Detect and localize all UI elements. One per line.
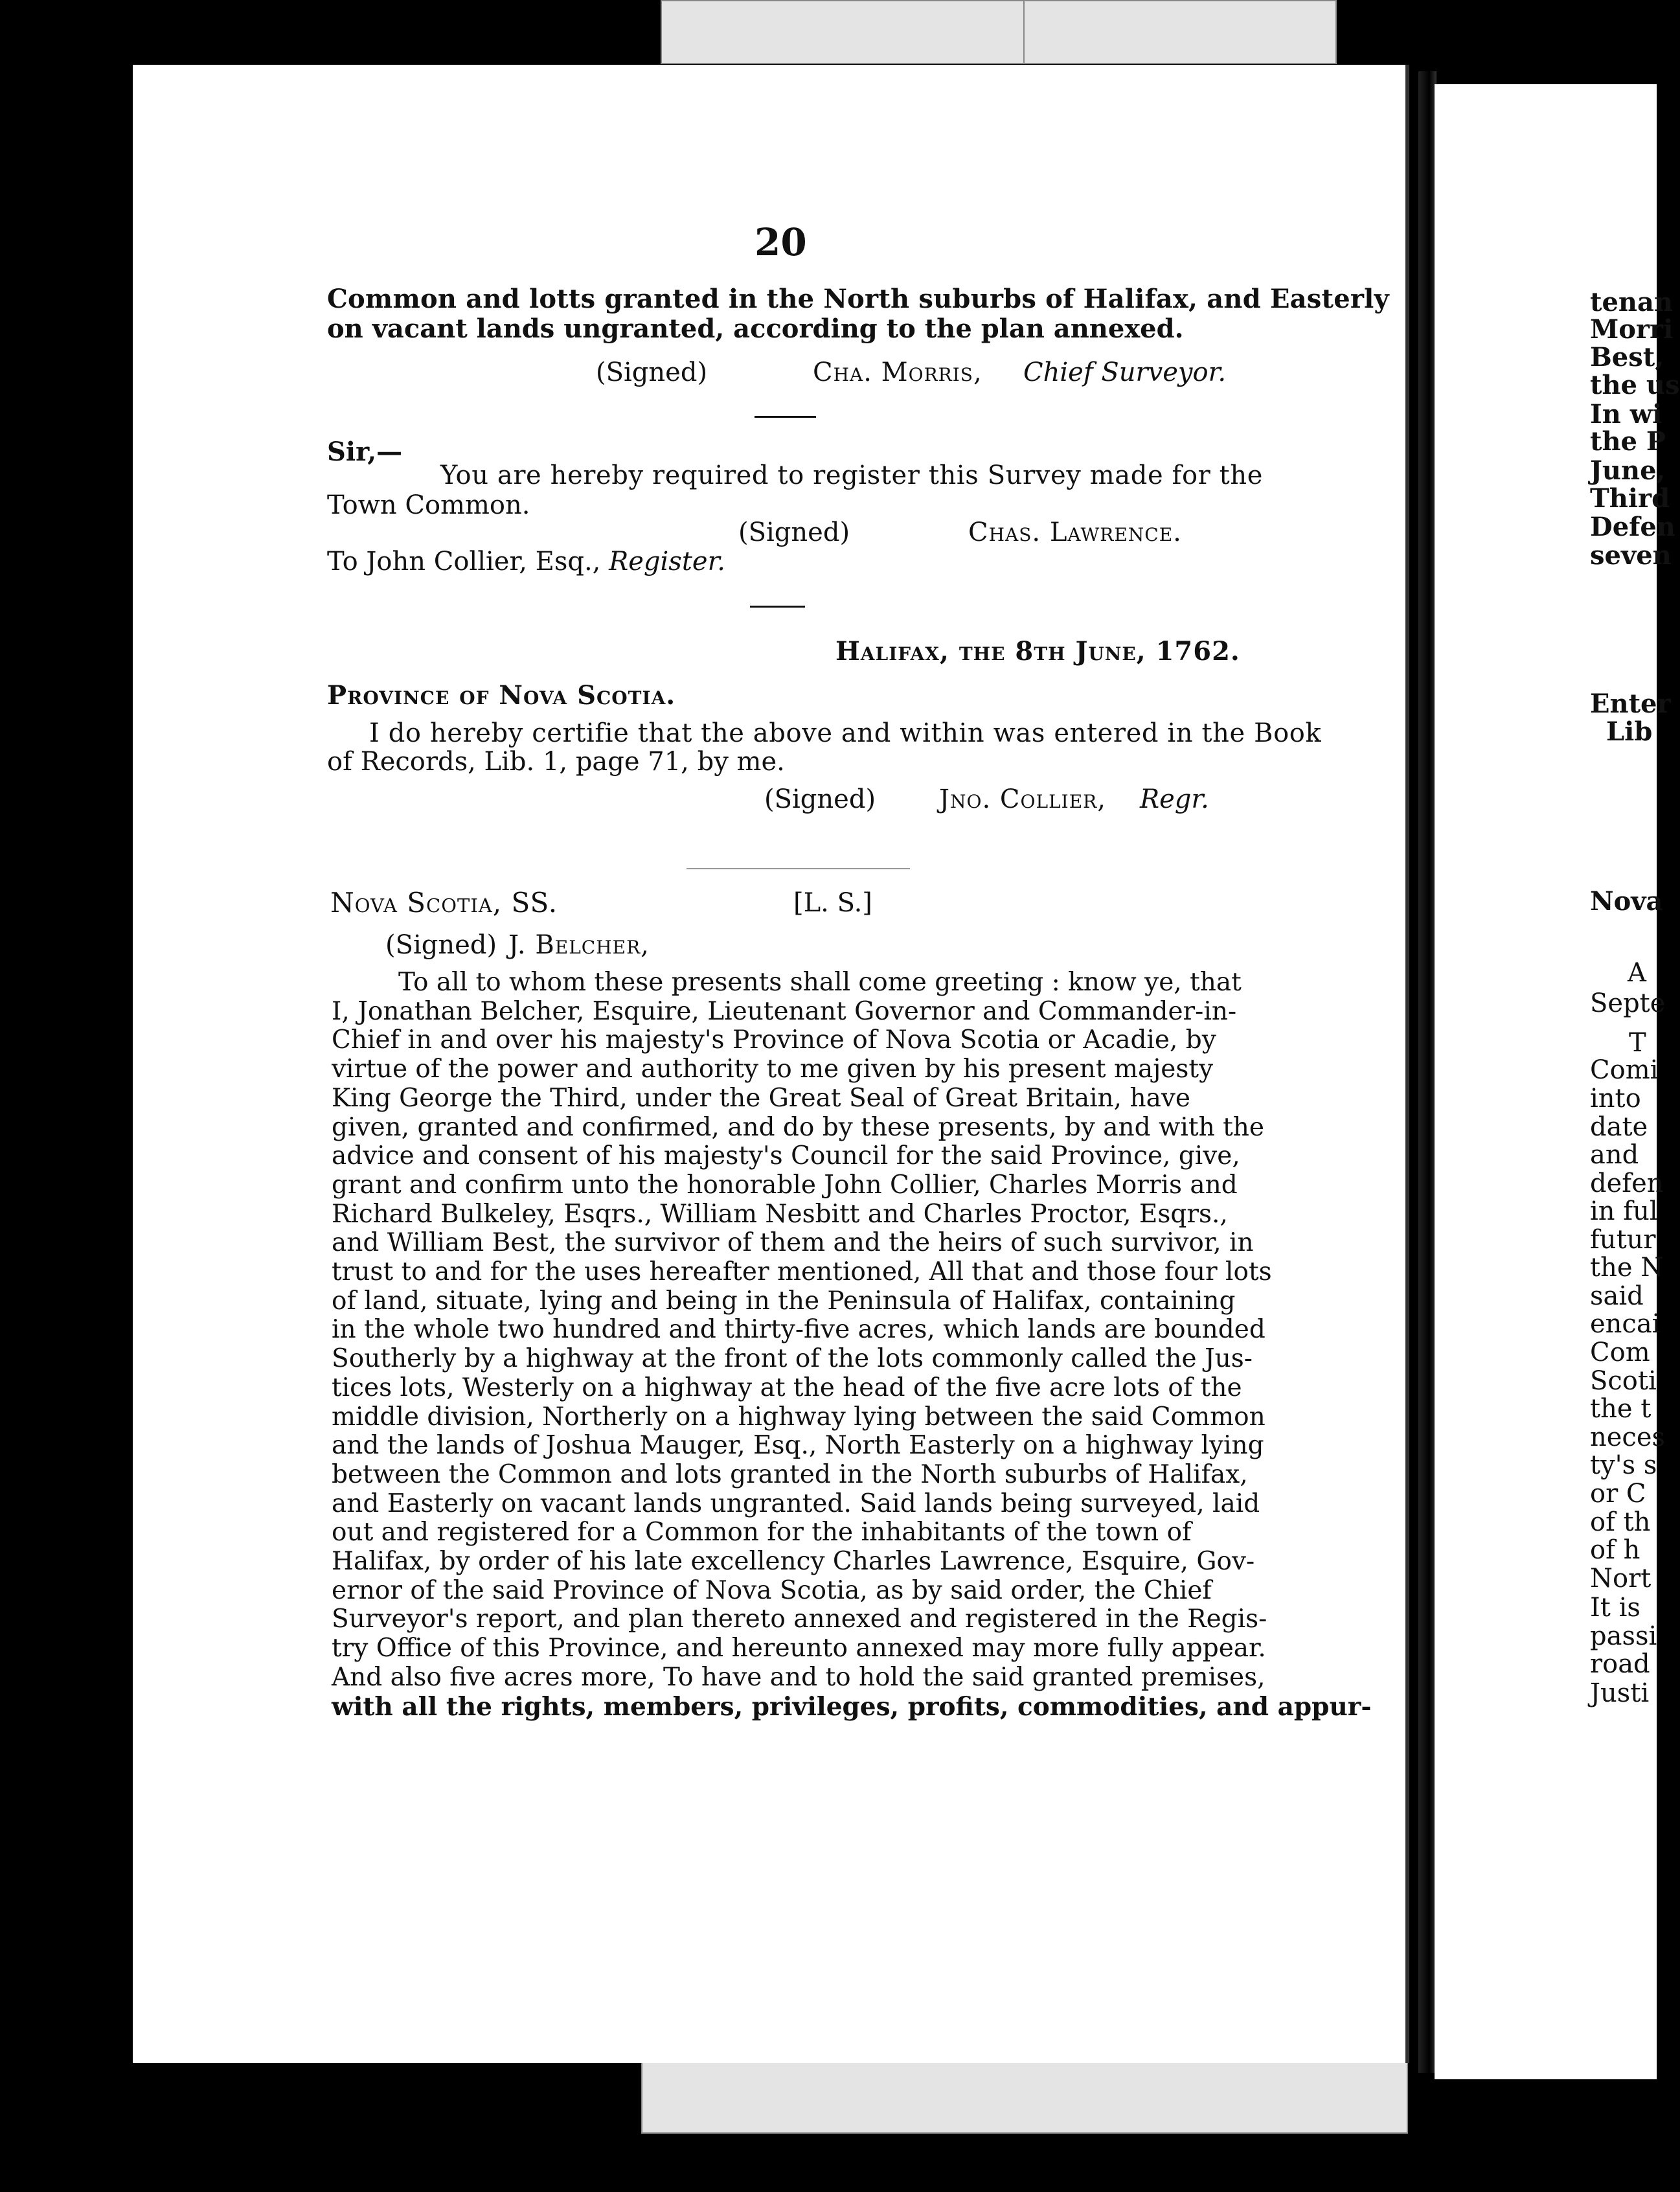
right-page-fragment: or C — [1590, 1479, 1646, 1509]
grant-text-line: and the lands of Joshua Mauger, Esq., North Easterly on a highway lying — [332, 1431, 1264, 1461]
right-page-fragment: Scoti — [1590, 1366, 1657, 1396]
right-page-fragment: in ful — [1590, 1196, 1658, 1226]
right-page-fragment: road — [1590, 1649, 1650, 1679]
right-page-fragment: neces — [1590, 1422, 1666, 1452]
right-page-fragment: In wi — [1590, 399, 1663, 429]
right-page-fragment: passi — [1590, 1621, 1657, 1651]
grant-text-line: trust to and for the uses hereafter mentioned, All that and those four lots — [332, 1257, 1272, 1286]
right-page-fragment: Morri — [1590, 314, 1674, 345]
right-page-fragment: Com — [1590, 1338, 1650, 1367]
signature-title: Chief Surveyor. — [1023, 358, 1227, 387]
grant-text-line: grant and confirm unto the honorable John Collier, Charles Morris and — [332, 1170, 1238, 1200]
text-line: Common and lotts granted in the North suburbs of Halifax, and Easterly — [327, 284, 1389, 314]
right-page-fragment: Best, — [1590, 342, 1664, 372]
text-line: You are hereby required to register this Survey made for the — [440, 461, 1263, 490]
right-page-fragment: into — [1590, 1084, 1641, 1113]
separator-rule — [750, 606, 805, 608]
signature-name: Chas. Lawrence. — [968, 518, 1182, 547]
grant-text-line: of land, situate, lying and being in the Peninsula of Halifax, containing — [332, 1286, 1236, 1316]
right-page-fragment: futur — [1590, 1225, 1656, 1255]
grant-text-line: King George the Third, under the Great Seal of Great Britain, have — [332, 1083, 1190, 1113]
right-page-fragment: Septe — [1590, 988, 1666, 1018]
book-gutter — [1418, 71, 1436, 2073]
right-page-fragment: encai — [1590, 1309, 1661, 1339]
right-page-fragment: the P — [1590, 426, 1666, 457]
salutation: Sir,— — [327, 437, 403, 467]
addressee-text: To John Collier, Esq., — [327, 547, 601, 577]
signature-name: J. Belcher, — [508, 930, 650, 960]
grant-text-line: middle division, Northerly on a highway lying between the said Common — [332, 1402, 1266, 1432]
seal-mark: [L. S.] — [793, 888, 872, 918]
addressee-title: Register. — [609, 547, 726, 577]
separator-rule — [687, 868, 910, 869]
signed-label: (Signed) — [764, 784, 876, 814]
grant-text-line: I, Jonathan Belcher, Esquire, Lieutenant Governor and Commander-in- — [332, 996, 1237, 1026]
signed-label: (Signed) — [738, 518, 850, 547]
grant-text-line: and Easterly on vacant lands ungranted. Said lands being surveyed, laid — [332, 1489, 1260, 1518]
grant-text-line: virtue of the power and authority to me given by his present majesty — [332, 1055, 1214, 1084]
text-line: of Records, Lib. 1, page 71, by me. — [327, 747, 785, 777]
signed-label: (Signed) — [385, 930, 497, 960]
right-page-fragment: tenan — [1590, 287, 1674, 317]
signature-title: Regr. — [1140, 784, 1209, 814]
separator-rule — [755, 416, 816, 418]
province-heading: Province of Nova Scotia. — [327, 680, 676, 711]
signed-label: (Signed) — [596, 358, 708, 387]
grant-text-line: ernor of the said Province of Nova Scotia, as by said order, the Chief — [332, 1575, 1212, 1605]
grant-text-line: To all to whom these presents shall come greeting : know ye, that — [398, 968, 1242, 997]
grant-text-line: given, granted and confirmed, and do by these presents, by and with the — [332, 1112, 1264, 1142]
right-page-fragment: Lib — [1606, 716, 1653, 747]
right-page-fragment: the N — [1590, 1253, 1664, 1283]
right-page-fragment: seven — [1590, 540, 1672, 571]
grant-text-line: Chief in and over his majesty's Province of Nova Scotia or Acadie, by — [332, 1025, 1216, 1055]
right-page-fragment: ty's s — [1590, 1450, 1657, 1480]
grant-text-line: Halifax, by order of his late excellency Charles Lawrence, Esquire, Gov- — [332, 1547, 1255, 1576]
grant-heading: Nova Scotia, SS. — [330, 887, 558, 919]
background-paper — [641, 2053, 1408, 2134]
right-page-fragment: It is — [1590, 1593, 1640, 1623]
right-page-fragment: T — [1629, 1028, 1646, 1058]
right-page-fragment: the us — [1590, 370, 1680, 400]
right-page-fragment: the t — [1590, 1394, 1652, 1424]
dateline: Halifax, the 8th June, 1762. — [835, 636, 1240, 667]
grant-text-line: and William Best, the survivor of them and the heirs of such survivor, in — [332, 1228, 1254, 1258]
background-paper — [661, 0, 1026, 64]
grant-text-line: try Office of this Province, and hereunto annexed may more fully appear. — [332, 1634, 1266, 1663]
grant-text-line: Richard Bulkeley, Esqrs., William Nesbitt and Charles Proctor, Esqrs., — [332, 1199, 1228, 1229]
grant-text-line: Southerly by a highway at the front of the lots commonly called the Jus- — [332, 1344, 1253, 1374]
text-line: on vacant lands ungranted, according to the plan annexed. — [327, 314, 1184, 344]
signature-name: Cha. Morris, — [813, 358, 982, 387]
right-page-fragment: Justi — [1590, 1678, 1650, 1708]
grant-text-line: between the Common and lots granted in the North suburbs of Halifax, — [332, 1459, 1248, 1489]
signature-name: Jno. Collier, — [939, 784, 1106, 814]
right-page-fragment: Nort — [1590, 1564, 1652, 1593]
text-line: Town Common. — [327, 490, 530, 520]
background-paper — [1023, 0, 1337, 64]
grant-text-line: tices lots, Westerly on a highway at the head of the five acre lots of the — [332, 1373, 1242, 1402]
right-page-fragment: June, — [1590, 455, 1666, 486]
right-page-fragment: of h — [1590, 1535, 1640, 1565]
grant-text-line: And also five acres more, To have and to hold the said granted premises, — [332, 1662, 1266, 1692]
grant-text-line: out and registered for a Common for the inhabitants of the town of — [332, 1518, 1192, 1547]
right-page-fragment: Nova — [1590, 886, 1663, 917]
right-page-fragment: date — [1590, 1112, 1648, 1142]
addressee-line — [327, 547, 725, 576]
right-page-fragment: Comi — [1590, 1055, 1659, 1085]
grant-text-line: in the whole two hundred and thirty-five acres, which lands are bounded — [332, 1315, 1266, 1345]
text-line: I do hereby certifie that the above and within was entered in the Book — [369, 718, 1322, 748]
right-page-fragment: Enter — [1590, 689, 1671, 719]
right-page-fragment: Third — [1590, 483, 1670, 514]
right-page-fragment: A — [1628, 958, 1646, 988]
right-page-fragment: Defen — [1590, 512, 1675, 542]
grant-text-line: advice and consent of his majesty's Council for the said Province, give, — [332, 1141, 1240, 1171]
grant-text-line: Surveyor's report, and plan thereto annexed and registered in the Regis- — [332, 1604, 1267, 1634]
right-page-fragment: of th — [1590, 1507, 1651, 1537]
right-page-fragment: said — [1590, 1281, 1644, 1311]
right-page-fragment: defen — [1590, 1169, 1664, 1198]
grant-text-line: with all the rights, members, privileges, profits, commodities, and appur- — [332, 1691, 1372, 1722]
page-number: 20 — [755, 220, 807, 264]
right-page-fragment: and — [1590, 1140, 1639, 1170]
